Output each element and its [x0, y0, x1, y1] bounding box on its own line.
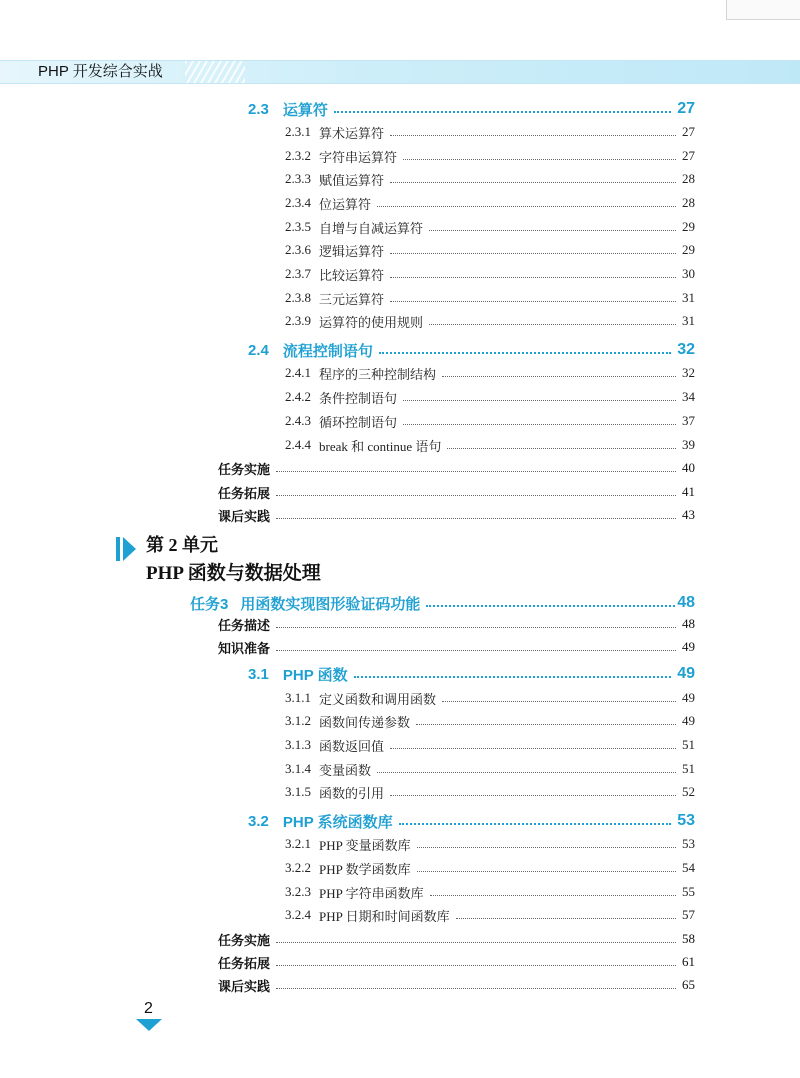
- subsection-title: break 和 continue 语句: [319, 438, 442, 454]
- page-ref: 29: [682, 242, 695, 257]
- subsection-title: PHP 日期和时间函数库: [319, 908, 450, 924]
- toc-subsection[interactable]: [285, 710, 695, 732]
- subsection-number: 2.3.8: [285, 290, 311, 305]
- dot-leader: [276, 650, 676, 651]
- page-ref: 27: [682, 148, 695, 163]
- page-ref: 34: [682, 389, 695, 404]
- toc-subsection[interactable]: [285, 758, 695, 780]
- page-ref: 61: [682, 954, 695, 969]
- subsection-number: 3.2.4: [285, 907, 311, 922]
- dot-leader: [354, 676, 672, 678]
- dot-leader: [390, 748, 676, 749]
- unit-marker-icon: [116, 537, 136, 561]
- subsection-number: 3.1.2: [285, 713, 311, 728]
- dot-leader: [416, 724, 676, 725]
- subsection-number: 2.3.1: [285, 124, 311, 139]
- toc-task-item[interactable]: [218, 951, 695, 973]
- page-ref: 27: [682, 124, 695, 139]
- toc-subsection[interactable]: [285, 145, 695, 167]
- page-ref: 49: [682, 713, 695, 728]
- toc-subsection[interactable]: [285, 216, 695, 238]
- dot-leader: [417, 871, 676, 872]
- page-ref: 55: [682, 884, 695, 899]
- subsection-title: 定义函数和调用函数: [319, 691, 437, 707]
- subsection-title: 条件控制语句: [319, 390, 398, 406]
- toc-section-3-1[interactable]: [248, 661, 695, 687]
- toc-task-item[interactable]: [218, 613, 695, 635]
- dot-leader: [276, 471, 676, 472]
- subsection-title: PHP 数学函数库: [319, 861, 411, 877]
- subsection-number: 2.4.2: [285, 389, 311, 404]
- dot-leader: [276, 627, 676, 628]
- page-number: 2: [144, 1000, 153, 1017]
- page-ref: 41: [682, 484, 695, 499]
- dot-leader: [390, 135, 676, 136]
- subsection-title: 三元运算符: [319, 291, 385, 307]
- toc-subsection[interactable]: [285, 386, 695, 408]
- page-ref: 31: [682, 290, 695, 305]
- dot-leader: [429, 324, 676, 325]
- page-ref: 39: [682, 437, 695, 452]
- toc-subsection[interactable]: [285, 362, 695, 384]
- subsection-number: 2.4.3: [285, 413, 311, 428]
- page-ref: 51: [682, 737, 695, 752]
- dot-leader: [377, 206, 676, 207]
- toc-section-2-3[interactable]: [248, 96, 695, 122]
- page-ref: 27: [677, 100, 695, 117]
- subsection-number: 3.1.3: [285, 737, 311, 752]
- subsection-title: 函数返回值: [319, 738, 385, 754]
- subsection-number: 2.3.3: [285, 171, 311, 186]
- page-ref: 32: [677, 341, 695, 358]
- subsection-title: PHP 字符串函数库: [319, 885, 424, 901]
- unit-title: PHP 函数与数据处理: [146, 563, 321, 584]
- page-ref: 48: [682, 616, 695, 631]
- toc-subsection[interactable]: [285, 263, 695, 285]
- task-item-title: 任务描述: [218, 617, 271, 633]
- page-ref: 65: [682, 977, 695, 992]
- toc-subsection[interactable]: [285, 239, 695, 261]
- task-number: 任务3: [190, 595, 229, 613]
- running-header: [0, 60, 800, 84]
- page-marker-icon: [136, 1019, 162, 1031]
- subsection-title: 逻辑运算符: [319, 243, 385, 259]
- unit-heading: 第 2 单元: [146, 535, 218, 555]
- page-ref: 53: [682, 836, 695, 851]
- dot-leader: [430, 895, 676, 896]
- section-number: 2.3: [248, 100, 269, 118]
- task-item-title: 任务拓展: [218, 485, 271, 501]
- toc-subsection[interactable]: [285, 168, 695, 190]
- dot-leader: [390, 253, 676, 254]
- page-ref: 28: [682, 195, 695, 210]
- subsection-number: 2.3.4: [285, 195, 311, 210]
- header-decoration: [185, 61, 245, 83]
- page-ref: 31: [682, 313, 695, 328]
- subsection-title: 循环控制语句: [319, 414, 398, 430]
- toc-subsection[interactable]: [285, 121, 695, 143]
- dot-leader: [377, 772, 676, 773]
- toc-subsection[interactable]: [285, 833, 695, 855]
- toc-task-item[interactable]: [218, 481, 695, 503]
- subsection-title: 算术运算符: [319, 125, 385, 141]
- toc-task-item[interactable]: [218, 974, 695, 996]
- dot-leader: [399, 823, 672, 825]
- page-ref: 49: [682, 639, 695, 654]
- dot-leader: [442, 701, 676, 702]
- section-number: 2.4: [248, 341, 269, 359]
- toc-section-3-2[interactable]: [248, 808, 695, 834]
- page-ref: 54: [682, 860, 695, 875]
- dot-leader: [403, 159, 676, 160]
- page-ref: 30: [682, 266, 695, 281]
- subsection-title: 自增与自减运算符: [319, 220, 424, 236]
- toc-subsection[interactable]: [285, 734, 695, 756]
- task-item-title: 任务实施: [218, 461, 271, 477]
- page-ref: 58: [682, 931, 695, 946]
- dot-leader: [429, 230, 676, 231]
- subsection-number: 2.3.5: [285, 219, 311, 234]
- task-item-title: 课后实践: [218, 978, 271, 994]
- subsection-number: 3.2.3: [285, 884, 311, 899]
- dot-leader: [390, 277, 676, 278]
- subsection-number: 2.3.9: [285, 313, 311, 328]
- toc-task-item[interactable]: [218, 928, 695, 950]
- dot-leader: [403, 424, 676, 425]
- subsection-number: 3.1.1: [285, 690, 311, 705]
- toc-subsection[interactable]: [285, 287, 695, 309]
- subsection-number: 3.2.2: [285, 860, 311, 875]
- task-item-title: 课后实践: [218, 508, 271, 524]
- page-ref: 43: [682, 507, 695, 522]
- toc-task-3[interactable]: [190, 591, 695, 615]
- section-title: PHP 函数: [282, 666, 348, 684]
- dot-leader: [334, 111, 671, 113]
- toc-subsection[interactable]: [285, 410, 695, 432]
- subsection-number: 2.4.1: [285, 365, 311, 380]
- dot-leader: [456, 918, 676, 919]
- page-ref: 48: [677, 594, 695, 611]
- toc-subsection[interactable]: [285, 781, 695, 803]
- subsection-title: 运算符的使用规则: [319, 314, 424, 330]
- subsection-title: 函数的引用: [319, 785, 385, 801]
- subsection-title: 函数间传递参数: [319, 714, 411, 730]
- subsection-title: 比较运算符: [319, 267, 385, 283]
- subsection-number: 2.4.4: [285, 437, 311, 452]
- toc-subsection[interactable]: [285, 857, 695, 879]
- subsection-number: 3.1.5: [285, 784, 311, 799]
- book-title: PHP 开发综合实战: [38, 63, 163, 80]
- page-ref: 57: [682, 907, 695, 922]
- dot-leader: [442, 376, 676, 377]
- section-number: 3.1: [248, 665, 269, 683]
- subsection-title: 赋值运算符: [319, 172, 385, 188]
- section-title: PHP 系统函数库: [282, 813, 393, 831]
- toc-subsection[interactable]: [285, 687, 695, 709]
- subsection-title: PHP 变量函数库: [319, 837, 411, 853]
- dot-leader: [276, 495, 676, 496]
- page-ref: 32: [682, 365, 695, 380]
- dot-leader: [417, 847, 676, 848]
- subsection-title: 位运算符: [319, 196, 372, 212]
- dot-leader: [276, 965, 676, 966]
- toc-subsection[interactable]: [285, 310, 695, 332]
- dot-leader: [390, 182, 676, 183]
- subsection-title: 变量函数: [319, 762, 372, 778]
- toc-section-2-4[interactable]: [248, 337, 695, 363]
- page-ref: 52: [682, 784, 695, 799]
- toc-subsection[interactable]: [285, 434, 695, 456]
- subsection-number: 3.1.4: [285, 761, 311, 776]
- subsection-number: 2.3.2: [285, 148, 311, 163]
- toc-task-item[interactable]: [218, 636, 695, 658]
- dot-leader: [390, 301, 676, 302]
- page-ref: 53: [677, 812, 695, 829]
- subsection-number: 2.3.6: [285, 242, 311, 257]
- page-ref: 40: [682, 460, 695, 475]
- toc-subsection[interactable]: [285, 881, 695, 903]
- dot-leader: [379, 352, 671, 354]
- page-ref: 29: [682, 219, 695, 234]
- toc-subsection[interactable]: [285, 192, 695, 214]
- task-item-title: 知识准备: [218, 640, 271, 656]
- dot-leader: [426, 605, 675, 607]
- page-ref: 51: [682, 761, 695, 776]
- page-ref: 49: [677, 665, 695, 682]
- subsection-number: 2.3.7: [285, 266, 311, 281]
- dot-leader: [403, 400, 676, 401]
- dot-leader: [276, 942, 676, 943]
- toc-task-item[interactable]: [218, 457, 695, 479]
- dot-leader: [276, 988, 676, 989]
- dot-leader: [276, 518, 676, 519]
- subsection-title: 程序的三种控制结构: [319, 366, 437, 382]
- section-title: 运算符: [282, 101, 328, 119]
- subsection-title: 字符串运算符: [319, 149, 398, 165]
- subsection-number: 3.2.1: [285, 836, 311, 851]
- task-title: 用函数实现图形验证码功能: [240, 595, 421, 613]
- page-ref: 37: [682, 413, 695, 428]
- task-item-title: 任务实施: [218, 932, 271, 948]
- page-ref: 49: [682, 690, 695, 705]
- page-ref: 28: [682, 171, 695, 186]
- page-corner-tab: [726, 0, 800, 20]
- dot-leader: [447, 448, 676, 449]
- task-item-title: 任务拓展: [218, 955, 271, 971]
- toc-subsection[interactable]: [285, 904, 695, 926]
- section-title: 流程控制语句: [282, 342, 373, 360]
- section-number: 3.2: [248, 812, 269, 830]
- dot-leader: [390, 795, 676, 796]
- toc-task-item[interactable]: [218, 504, 695, 526]
